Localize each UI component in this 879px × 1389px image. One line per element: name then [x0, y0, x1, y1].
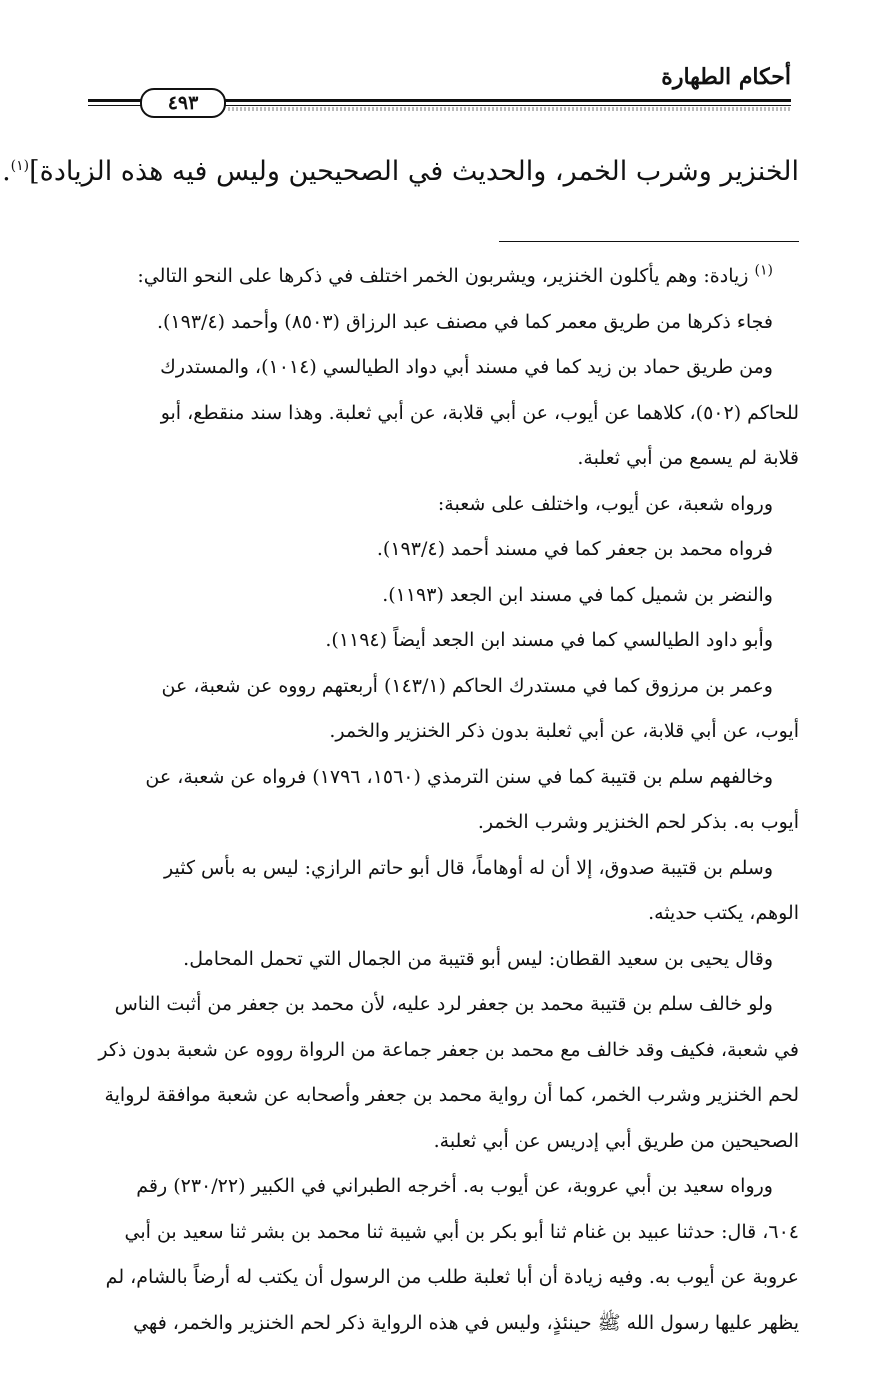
- footnote-line: ورواه شعبة، عن أيوب، واختلف على شعبة:: [437, 492, 773, 515]
- footnote-line: أيوب به. بذكر لحم الخنزير وشرب الخمر.: [477, 811, 799, 833]
- running-header-title: أحكام الطهارة: [661, 64, 791, 90]
- footnote-line: وعمر بن مرزوق كما في مستدرك الحاكم (١٤٣/١) أربعتهم رووه عن شعبة، عن: [161, 674, 773, 697]
- footnote-line: ولو خالف سلم بن قتيبة محمد بن جعفر لرد عليه، لأن محمد بن جعفر من أثبت الناس: [114, 993, 773, 1015]
- footnote-line: وقال يحيى بن سعيد القطان: ليس أبو قتيبة من الجمال التي تحمل المحامل.: [183, 947, 773, 970]
- header-rule-shade: [228, 107, 791, 111]
- footnote-line: فجاء ذكرها من طريق معمر كما في مصنف عبد الرزاق (٨٥٠٣) وأحمد (١٩٣/٤).: [156, 310, 773, 333]
- footnote: [80, 254, 799, 1346]
- footnote-line: لحم الخنزير وشرب الخمر، كما أن رواية محمد بن جعفر وأصحابه عن شعبة موافقة لرواية: [104, 1084, 799, 1106]
- footnote-line: في شعبة، فكيف وقد خالف مع محمد بن جعفر جماعة من الرواة رووه عن شعبة بدون ذكر: [98, 1038, 799, 1061]
- footnote-separator: [499, 241, 799, 242]
- footnote-line: أيوب، عن أبي قلابة، عن أبي ثعلبة بدون ذكر الخنزير والخمر.: [329, 720, 799, 742]
- footnote-line: والنضر بن شميل كما في مسند ابن الجعد (١١٩٣).: [382, 583, 773, 606]
- footnote-line: ورواه سعيد بن أبي عروبة، عن أيوب به. أخرجه الطبراني في الكبير (٢٣٠/٢٢) رقم: [136, 1175, 773, 1197]
- page-number: ٤٩٣: [140, 88, 226, 118]
- footnote-reference[interactable]: (١): [10, 158, 30, 174]
- footnote-line: ومن طريق حماد بن زيد كما في مسند أبي دواد الطيالسي (١٠١٤)، والمستدرك: [160, 356, 773, 378]
- main-text-end: .: [2, 156, 11, 187]
- footnote-line: يظهر عليها رسول الله ﷺ حينئذٍ، وليس في هذه الرواية ذكر لحم الخنزير والخمر، فهي: [133, 1311, 799, 1334]
- footnote-line: وخالفهم سلم بن قتيبة كما في سنن الترمذي (١٥٦٠، ١٧٩٦) فرواه عن شعبة، عن: [145, 765, 773, 788]
- footnote-line: وسلم بن قتيبة صدوق، إلا أن له أوهاماً، قال أبو حاتم الرازي: ليس به بأس كثير: [164, 856, 773, 879]
- main-text: الخنزير وشرب الخمر، والحديث في الصحيحين وليس فيه هذه الزيادة]: [29, 156, 799, 187]
- footnote-line: ٦٠٤، قال: حدثنا عبيد بن غنام ثنا أبو بكر بن أبي شيبة ثنا محمد بن بشر ثنا سعيد بن أبي: [124, 1220, 799, 1243]
- footnote-line: الصحيحين من طريق أبي إدريس عن أبي ثعلبة.: [433, 1129, 799, 1152]
- footnote-line: قلابة لم يسمع من أبي ثعلبة.: [577, 447, 799, 469]
- footnote-marker: (١): [754, 262, 773, 279]
- footnote-line: عروبة عن أيوب به. وفيه زيادة أن أبا ثعلبة طلب من الرسول أن يكتب له أرضاً بالشام، لم: [105, 1266, 799, 1288]
- footnote-line: $^{(١)}$ زيادة: وهم يأكلون الخنزير، ويشربون الخمر اختلف في ذكرها على النحو التالي:: [137, 262, 773, 287]
- footnote-line: فرواه محمد بن جعفر كما في مسند أحمد (١٩٣/٤).: [376, 538, 773, 560]
- footnote-line: للحاكم (٥٠٢)، كلاهما عن أيوب، عن أبي قلابة، عن أبي ثعلبة. وهذا سند منقطع، أبو: [160, 401, 799, 424]
- main-text-line: [2, 150, 799, 194]
- footnote-line: وأبو داود الطيالسي كما في مسند ابن الجعد أيضاً (١١٩٤).: [325, 629, 773, 651]
- footnote-line: الوهم، يكتب حديثه.: [648, 902, 799, 924]
